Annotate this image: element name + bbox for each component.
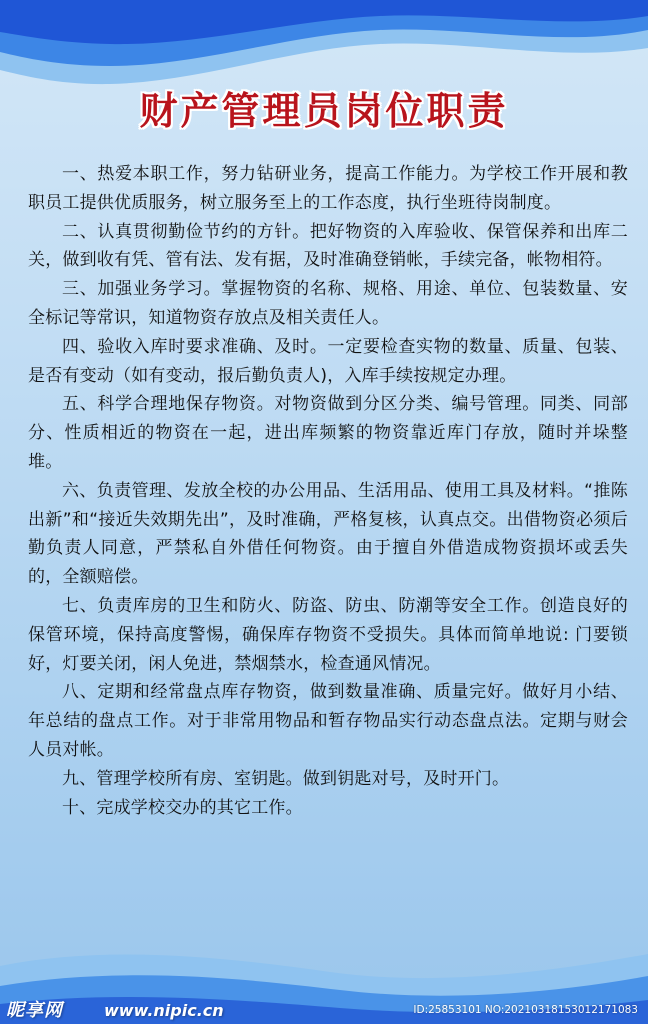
page-title: 财产管理员岗位职责 (139, 89, 509, 133)
duty-item-4: 四、验收入库时要求准确、及时。一定要检查实物的数量、质量、包装、是否有变动（如有变动，报后勤负责人)，入库手续按规定办理。 (28, 336, 628, 386)
duty-item-5: 五、科学合理地保存物资。对物资做到分区分类、编号管理。同类、同部分、性质相近的物资在一起，进出库频繁的物资靠近库门存放，随时并垛整堆。 (28, 394, 628, 472)
duty-item-8: 八、定期和经常盘点库存物资，做到数量准确、质量完好。做好月小结、年总结的盘点工作。对于非常用物品和暂存物品实行动态盘点法。定期与财会人员对帐。 (28, 682, 628, 760)
watermark-id: ID:25853101 NO:20210318153012171083 (413, 1004, 638, 1016)
duty-item-2: 二、认真贯彻勤俭节约的方针。把好物资的入库验收、保管保养和出库二关，做到收有凭、管有法、发有据，及时准确登销帐，手续完备，帐物相符。 (28, 221, 628, 271)
watermark-url: www.nipic.cn (104, 1001, 224, 1020)
duty-item-10: 十、完成学校交办的其它工作。 (62, 797, 303, 818)
watermark-logo: 昵享网 (6, 1000, 63, 1021)
duty-item-3: 三、加强业务学习。掌握物资的名称、规格、用途、单位、包装数量、安全标记等常识，知道物资存放点及相关责任人。 (28, 279, 628, 328)
duty-item-6: 六、负责管理、发放全校的办公用品、生活用品、使用工具及材料。“推陈出新”和“接近失效期先出”，及时准确，严格复核，认真点交。出借物资必须后勤负责人同意，严禁私自外借任何物资。由于擅自外借造成物资损坏或丢失的，全额赔偿。 (28, 480, 628, 588)
duty-item-7: 七、负责库房的卫生和防火、防盗、防虫、防潮等安全工作。创造良好的保管环境，保持高度警惕，确保库存物资不受损失。具体而简单地说: 门要锁好，灯要关闭，闲人免进，禁烟禁水，检查通风情况。 (28, 595, 628, 674)
duty-item-1: 一、热爱本职工作，努力钻研业务，提高工作能力。为学校工作开展和教职员工提供优质服务，树立服务至上的工作态度，执行坐班待岗制度。 (28, 164, 628, 213)
duty-item-9: 九、管理学校所有房、室钥匙。做到钥匙对号，及时开门。 (62, 768, 510, 789)
duties-list (28, 160, 628, 822)
